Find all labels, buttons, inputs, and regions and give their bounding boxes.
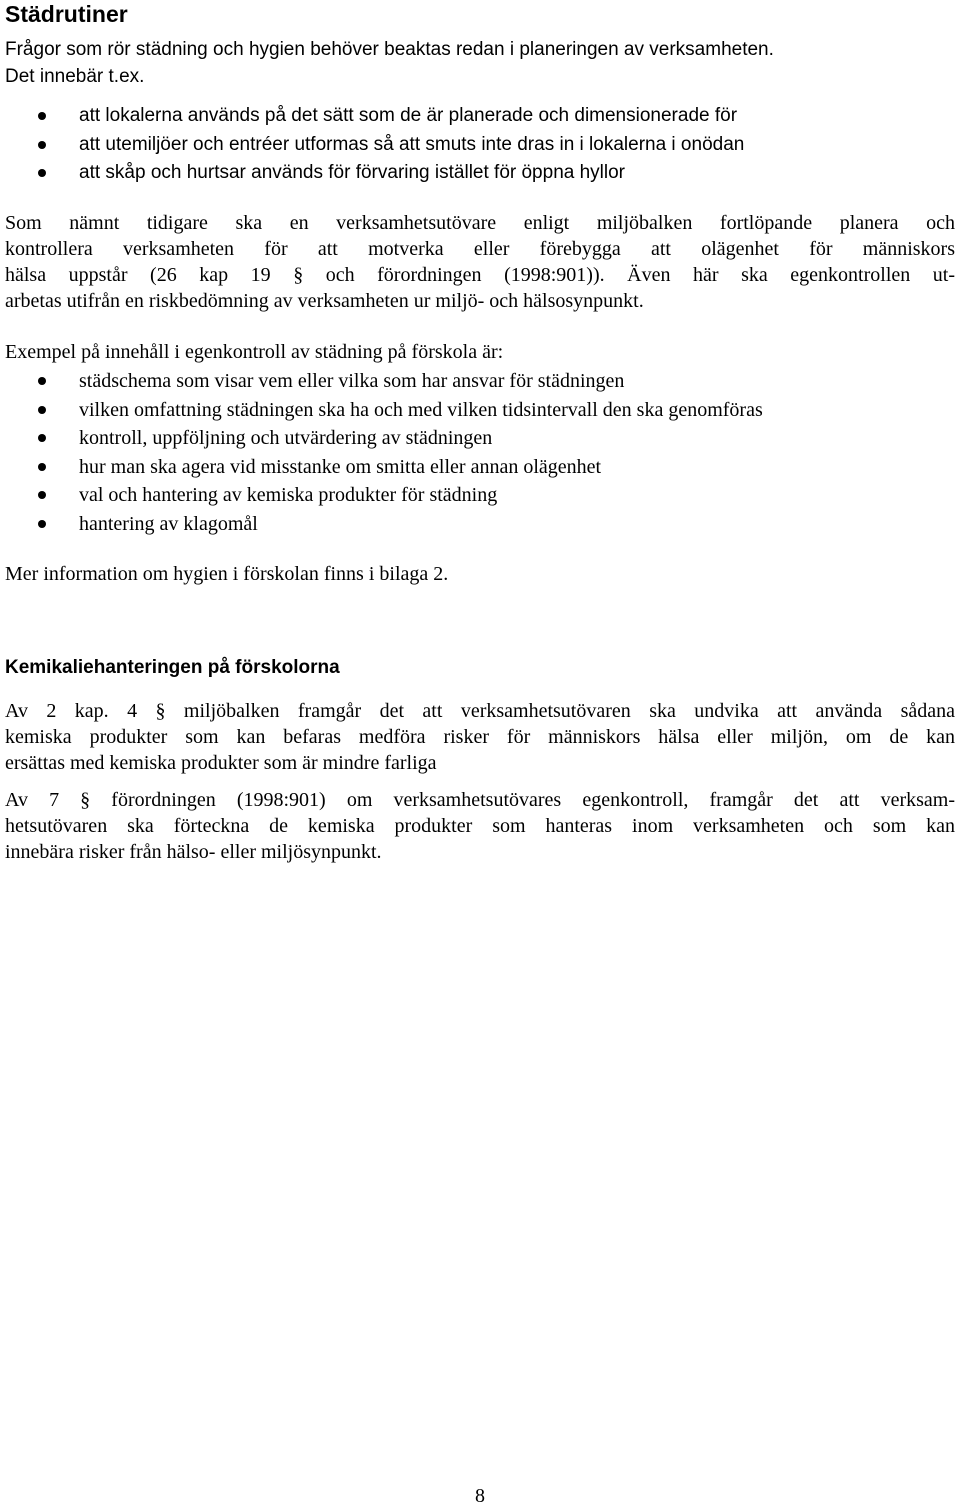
page-number: 8 xyxy=(475,1485,485,1507)
list-item: val och hantering av kemiska produkter för städning xyxy=(0,481,940,510)
list-item: kontroll, uppföljning och utvärdering av städningen xyxy=(0,424,940,453)
bullet-icon xyxy=(38,377,46,385)
list-item: hantering av klagomål xyxy=(0,510,940,539)
bullet-icon xyxy=(38,406,46,414)
section-title: Kemikaliehanteringen på förskolorna xyxy=(5,657,340,678)
list-item: att utemiljöer och entréer utformas så att smuts inte dras in i lokalerna i onödan xyxy=(0,131,940,160)
list-item: städschema som visar vem eller vilka som har ansvar för städningen xyxy=(0,367,940,396)
bullet-icon xyxy=(38,169,46,177)
intro-bullet-list xyxy=(0,102,940,188)
examples-bullet-list xyxy=(0,367,940,538)
bullet-icon xyxy=(38,520,46,528)
list-item: hur man ska agera vid misstanke om smitta eller annan olägenhet xyxy=(0,453,940,482)
bullet-icon xyxy=(38,112,46,120)
page-title: Städrutiner xyxy=(5,1,128,27)
list-item: att skåp och hurtsar används för förvaring istället för öppna hyllor xyxy=(0,159,940,188)
intro-text xyxy=(5,36,935,90)
list-item: att lokalerna används på det sätt som de är planerade och dimensionerade för xyxy=(0,102,940,131)
bullet-icon xyxy=(38,491,46,499)
examples-intro: Exempel på innehåll i egenkontroll av städning på förskola är: xyxy=(5,341,504,363)
intro-line-2: Det innebär t.ex. xyxy=(5,66,145,87)
paragraph-miljobalken: Av 2 kap. 4 § miljöbalken framgår det att verksamhetsutövaren ska undvika att använda sådana kemiska produkter som kan befaras medföra risker för människors hälsa eller miljön, om de kan ersättas med kemiska produkter som är mindre farliga xyxy=(5,700,955,774)
paragraph-egenkontroll: Som nämnt tidigare ska en verksamhetsutövare enligt miljöbalken fortlöpande planera och kontrollera verksamheten för att motverka eller förebygga att olägenhet för människors hälsa uppstår (26 kap 19 § och förordningen (1998:901)). Även här ska egenkontrollen ut- arbetas utifrån en riskbedömning av verksamheten ur miljö- och hälsosynpunkt. xyxy=(5,212,955,312)
more-info-text: Mer information om hygien i förskolan finns i bilaga 2. xyxy=(5,563,449,585)
bullet-icon xyxy=(38,141,46,149)
bullet-icon xyxy=(38,434,46,442)
bullet-icon xyxy=(38,463,46,471)
intro-line-1: Frågor som rör städning och hygien behöver beaktas redan i planeringen av verksamheten. xyxy=(5,39,774,60)
paragraph-forordningen: Av 7 § förordningen (1998:901) om verksamhetsutövares egenkontroll, framgår det att verksam- hetsutövaren ska förteckna de kemiska produkter som hanteras inom verksamheten och som kan innebära risker från hälso- eller miljösynpunkt. xyxy=(5,789,955,863)
list-item: vilken omfattning städningen ska ha och med vilken tidsintervall den ska genomföras xyxy=(0,396,940,425)
